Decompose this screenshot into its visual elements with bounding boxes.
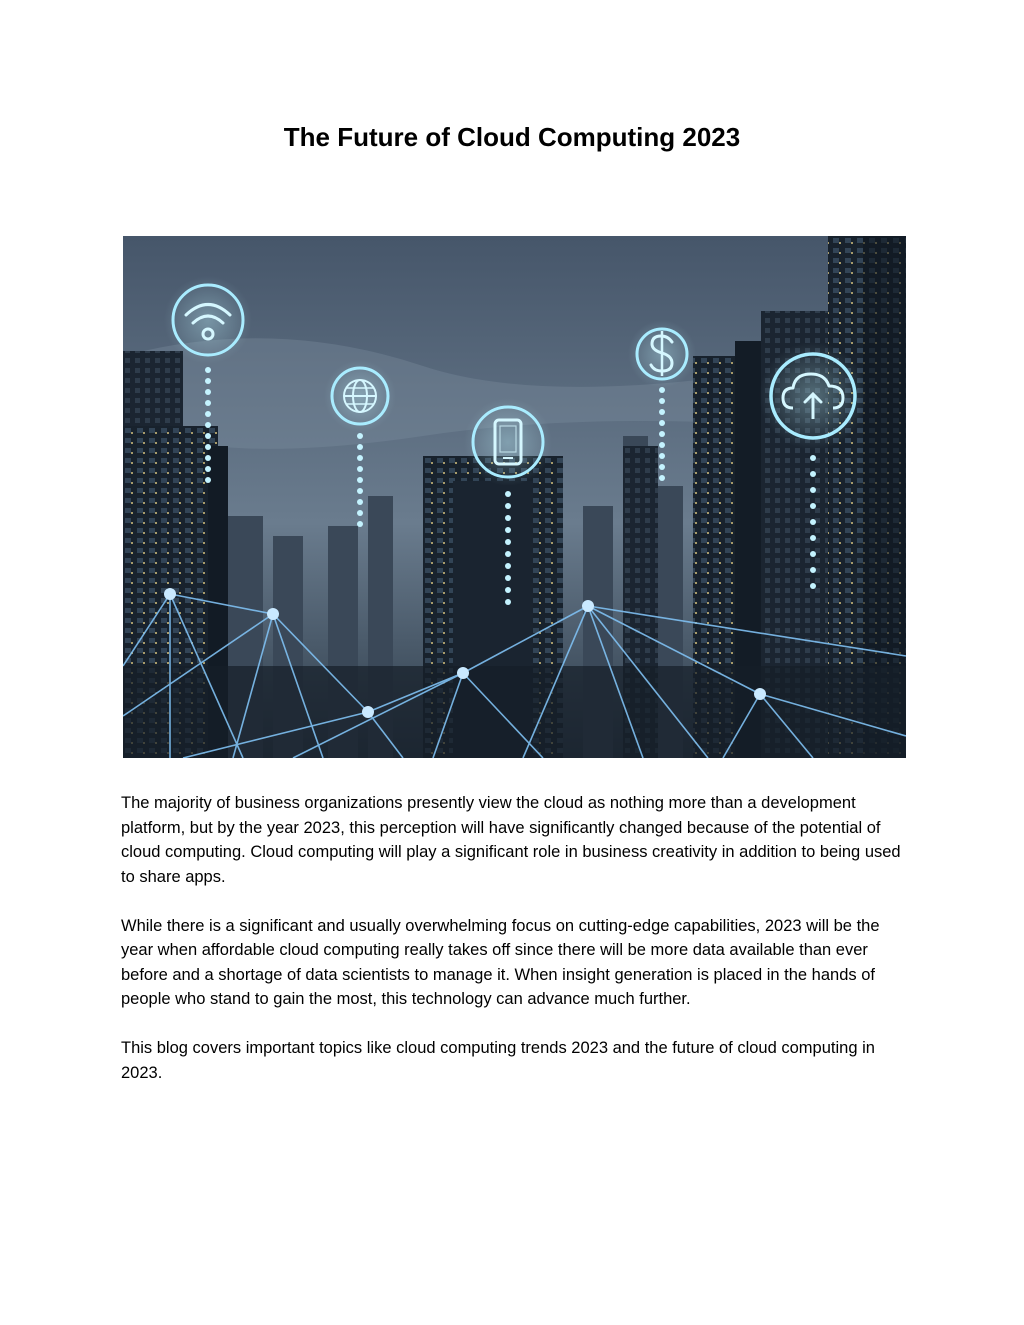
cloud-upload-icon	[759, 342, 867, 450]
globe-icon	[324, 360, 396, 432]
city-network-illustration	[123, 236, 906, 758]
paragraph: The majority of business organizations presently view the cloud as nothing more than a development platform, but by the year 2023, this perception will have significantly changed because of the potential of cloud computing. Cloud computing will play a significant role in business creativity in addition to being used to share apps.	[121, 794, 901, 886]
paragraph: While there is a significant and usually overwhelming focus on cutting-edge capabilities, 2023 will be the year when affordable cloud computing really takes off since there will be more data available than ever before and a shortage of data scientists to manage it. When insight generation is placed in the hands of people who stand to gain the most, this technology can advance much further.	[121, 916, 880, 1008]
paragraph: This blog covers important topics like cloud computing trends 2023 and the future of cloud computing in 2023.	[121, 1039, 875, 1082]
dollar-icon	[628, 320, 696, 388]
hero-image	[123, 236, 906, 758]
article-body	[121, 791, 911, 1110]
wifi-icon	[164, 276, 252, 364]
smartphone-icon	[464, 398, 552, 486]
page-title: The Future of Cloud Computing 2023	[283, 122, 741, 152]
